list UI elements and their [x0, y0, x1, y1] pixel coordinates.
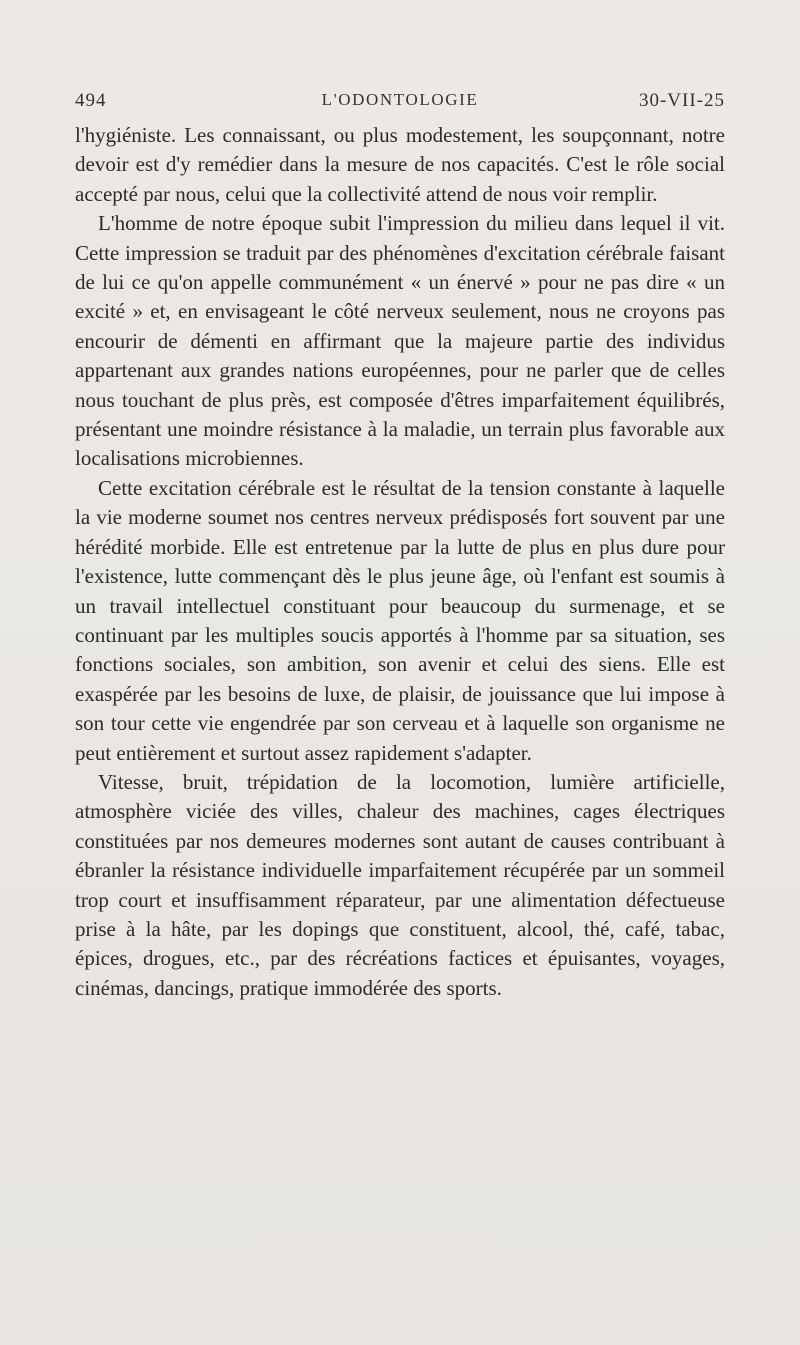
paragraph-3: Cette excitation cérébrale est le résultat de la tension constante à laquelle la vie moderne soumet nos centres nerveux prédisposés fort souvent par une hérédité morbide. Elle est entretenue par la lutte de plus en plus dure pour l'existence, lutte commençant dès le plus jeune âge, où l'enfant est soumis à un travail intellectuel constituant pour beaucoup du surmenage, et se continuant par les multiples soucis apportés à l'homme par sa situation, ses fonctions sociales, son ambition, son avenir et celui des siens. Elle est exaspérée par les besoins de luxe, de plaisir, de jouissance que lui impose à son tour cette vie engendrée par son cerveau et à laquelle son organisme ne peut entièrement et surtout assez rapidement s'adapter.: [75, 475, 725, 765]
issue-date: 30-VII-25: [638, 90, 725, 111]
journal-title: L'ODONTOLOGIE: [321, 90, 479, 109]
running-header: [75, 90, 725, 116]
page-number: 494: [75, 90, 107, 111]
paragraph-4: Vitesse, bruit, trépidation de la locomotion, lumière artificielle, atmosphère viciée des villes, chaleur des machines, cages électriques constituées par nos demeures modernes sont autant de causes contribuant à ébranler la résistance individuelle imparfaitement récupérée par un sommeil trop court et insuffisamment réparateur, par une alimentation défectueuse prise à la hâte, par les dopings que constituent, alcool, thé, café, tabac, épices, drogues, etc., par des récréations factices et épuisantes, voyages, cinémas, dancings, pratique immodérée des sports.: [75, 769, 725, 1000]
body-text: [75, 121, 725, 1003]
paragraph-2: L'homme de notre époque subit l'impression du milieu dans lequel il vit. Cette impression se traduit par des phénomènes d'excitation cérébrale faisant de lui ce qu'on appelle communément « un énervé » pour ne pas dire « un excité » et, en envisageant le côté nerveux seulement, nous ne croyons pas encourir de démenti en affirmant que la majeure partie des individus appartenant aux grandes nations européennes, pour ne parler que de celles nous touchant de plus près, est composée d'êtres imparfaitement équilibrés, présentant une moindre résistance à la maladie, un terrain plus favorable aux localisations microbiennes.: [75, 211, 725, 471]
paragraph-1: l'hygiéniste. Les connaissant, ou plus modestement, les soupçonnant, notre devoir est d'y remédier dans la mesure de nos capacités. C'est le rôle social accepté par nous, celui que la collectivité attend de nous voir remplir.: [75, 123, 725, 206]
